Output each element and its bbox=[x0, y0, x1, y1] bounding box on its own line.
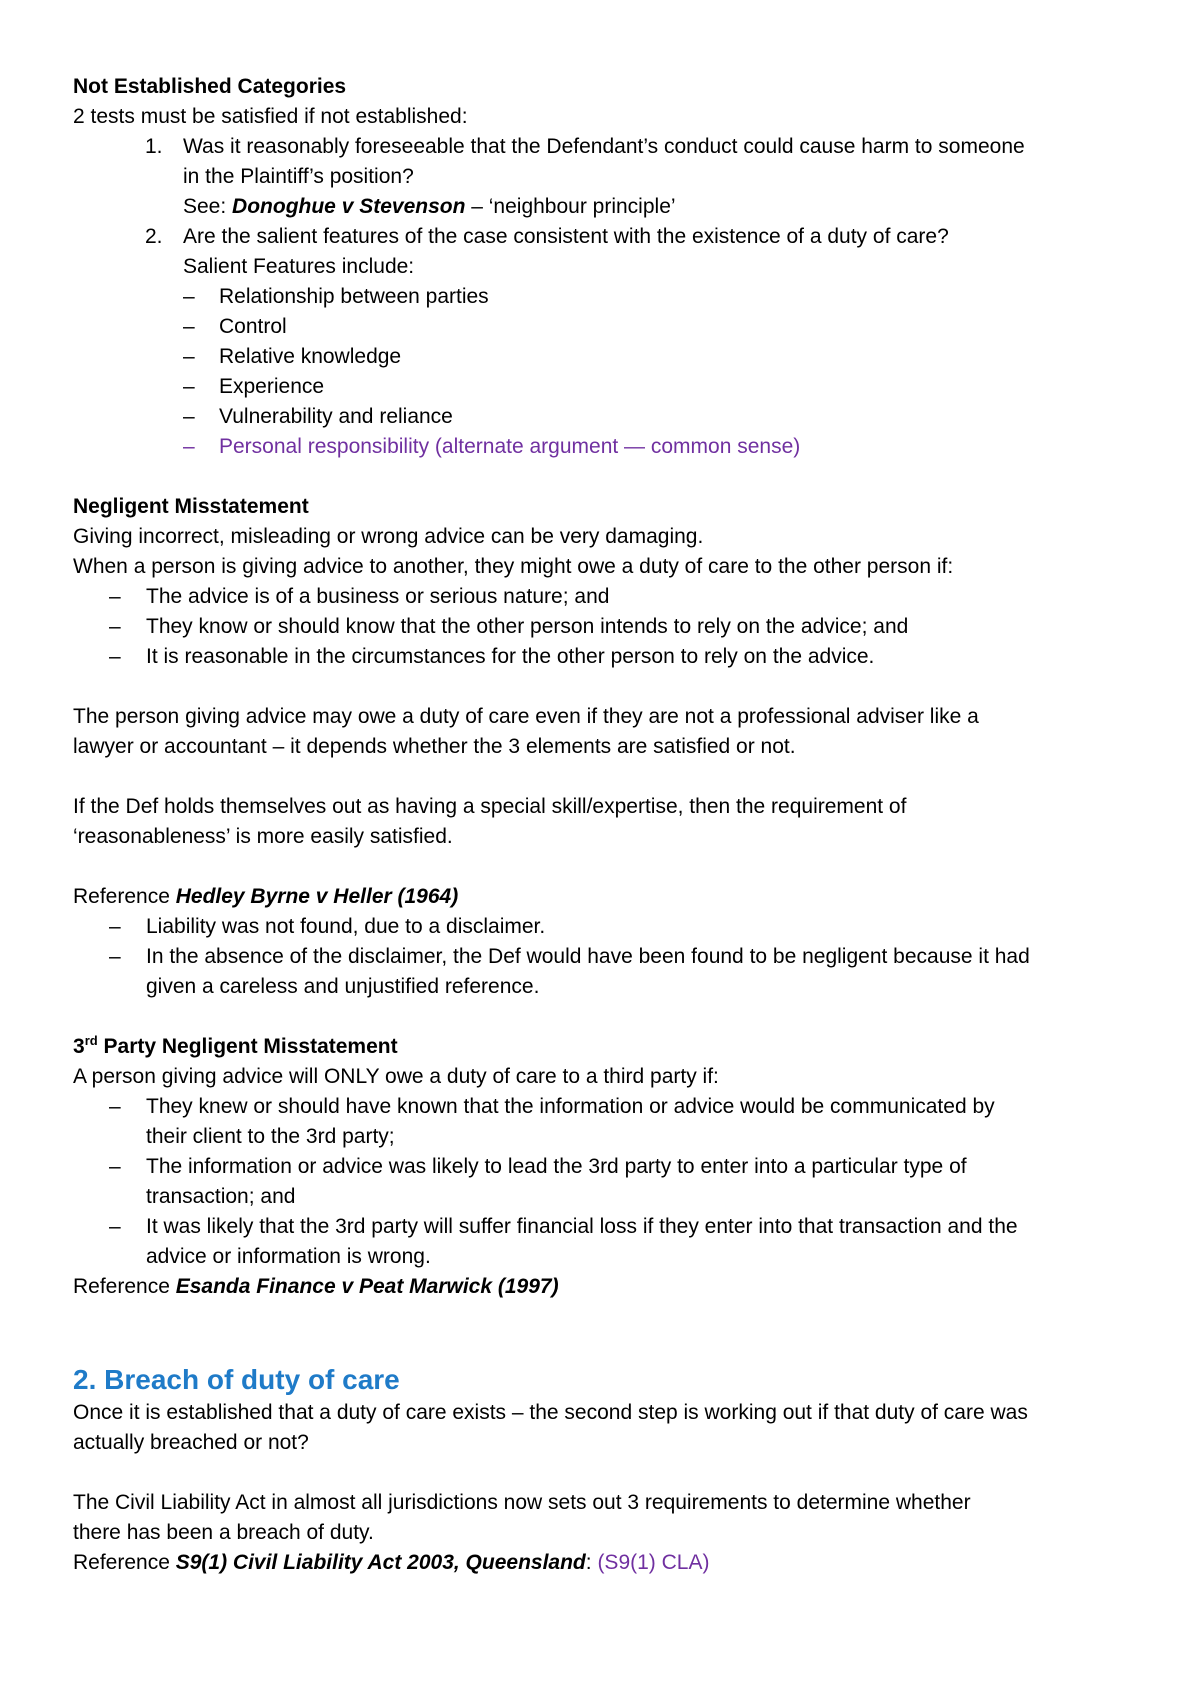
paragraph: ‘reasonableness’ is more easily satisfied. bbox=[73, 825, 453, 848]
reference-point bbox=[73, 912, 1143, 942]
dash-bullet: – bbox=[109, 1215, 121, 1238]
paragraph: lawyer or accountant – it depends whether the 3 elements are satisfied or not. bbox=[73, 735, 796, 758]
see-reference bbox=[73, 192, 1143, 222]
condition-text-cont: transaction; and bbox=[146, 1185, 296, 1208]
section-heading-not-established: Not Established Categories bbox=[73, 75, 347, 98]
condition-item bbox=[73, 612, 1143, 642]
case-name-donoghue: Donoghue v Stevenson bbox=[232, 195, 466, 218]
not-established-intro: 2 tests must be satisfied if not established: bbox=[73, 105, 468, 128]
test-text-cont: in the Plaintiff’s position? bbox=[183, 165, 414, 188]
paragraph: actually breached or not? bbox=[73, 1431, 309, 1454]
paragraph: The person giving advice may owe a duty of care even if they are not a professional adviser like a bbox=[73, 705, 979, 728]
feature-text: Experience bbox=[219, 375, 325, 398]
feature-item bbox=[73, 282, 1143, 312]
paragraph: If the Def holds themselves out as having a special skill/expertise, then the requirement of bbox=[73, 795, 907, 818]
paragraph: A person giving advice will ONLY owe a duty of care to a third party if: bbox=[73, 1065, 719, 1088]
case-reference-esanda bbox=[73, 1272, 1143, 1302]
condition-item bbox=[73, 642, 1143, 672]
reference-point bbox=[73, 942, 1143, 972]
section-heading-negligent-misstatement: Negligent Misstatement bbox=[73, 495, 309, 518]
reference-point-cont: given a careless and unjustified reference. bbox=[146, 975, 540, 998]
condition-text: It was likely that the 3rd party will suffer financial loss if they enter into that transaction and the bbox=[146, 1215, 1018, 1238]
section-heading-breach: 2. Breach of duty of care bbox=[73, 1364, 400, 1395]
feature-text: Relationship between parties bbox=[219, 285, 489, 308]
feature-item bbox=[73, 342, 1143, 372]
condition-text-cont: advice or information is wrong. bbox=[146, 1245, 431, 1268]
dash-bullet: – bbox=[183, 405, 195, 428]
condition-text-cont: their client to the 3rd party; bbox=[146, 1125, 395, 1148]
condition-text: They know or should know that the other person intends to rely on the advice; and bbox=[146, 615, 909, 638]
reference-colon: : bbox=[585, 1551, 598, 1574]
feature-text: Relative knowledge bbox=[219, 345, 402, 368]
test-number: 2. bbox=[145, 225, 163, 248]
dash-bullet: – bbox=[183, 315, 195, 338]
case-name-hedley: Hedley Byrne v Heller (1964) bbox=[175, 885, 459, 908]
dash-bullet: – bbox=[183, 285, 195, 308]
reference-point-text: In the absence of the disclaimer, the Def would have been found to be negligent because it had bbox=[146, 945, 1030, 968]
feature-item bbox=[73, 372, 1143, 402]
paragraph: When a person is giving advice to another, they might owe a duty of care to the other person if: bbox=[73, 555, 954, 578]
paragraph: Once it is established that a duty of care exists – the second step is working out if that duty of care was bbox=[73, 1401, 1028, 1424]
heading-rest: Party Negligent Misstatement bbox=[97, 1035, 398, 1058]
dash-bullet: – bbox=[109, 1095, 121, 1118]
statute-link[interactable]: (S9(1) CLA) bbox=[597, 1551, 710, 1574]
dash-bullet: – bbox=[109, 615, 121, 638]
statute-reference bbox=[73, 1548, 1143, 1578]
condition-text: It is reasonable in the circumstances for the other person to rely on the advice. bbox=[146, 645, 875, 668]
heading-number: 3 bbox=[73, 1035, 85, 1058]
condition-item bbox=[73, 1152, 1143, 1182]
dash-bullet: – bbox=[109, 645, 121, 668]
section-heading-third-party bbox=[73, 1032, 1143, 1062]
salient-features-label: Salient Features include: bbox=[183, 255, 415, 278]
dash-bullet: – bbox=[109, 945, 121, 968]
heading-superscript: rd bbox=[84, 1033, 98, 1048]
case-name-esanda: Esanda Finance v Peat Marwick (1997) bbox=[175, 1275, 559, 1298]
condition-text: They knew or should have known that the information or advice would be communicated by bbox=[146, 1095, 995, 1118]
feature-item-highlighted bbox=[73, 432, 1143, 462]
paragraph: Giving incorrect, misleading or wrong advice can be very damaging. bbox=[73, 525, 704, 548]
test-item-1 bbox=[73, 132, 1143, 162]
reference-prefix: Reference bbox=[73, 1275, 176, 1298]
test-text: Was it reasonably foreseeable that the Defendant’s conduct could cause harm to someone bbox=[183, 135, 1025, 158]
test-item-2 bbox=[73, 222, 1143, 252]
reference-prefix: Reference bbox=[73, 885, 176, 908]
condition-text: The information or advice was likely to lead the 3rd party to enter into a particular type of bbox=[146, 1155, 967, 1178]
dash-bullet: – bbox=[109, 1155, 121, 1178]
feature-item bbox=[73, 312, 1143, 342]
condition-item bbox=[73, 1092, 1143, 1122]
document-page bbox=[73, 72, 1143, 1578]
paragraph: there has been a breach of duty. bbox=[73, 1521, 374, 1544]
condition-item bbox=[73, 1212, 1143, 1242]
test-number: 1. bbox=[145, 135, 163, 158]
feature-text: Control bbox=[219, 315, 287, 338]
condition-item bbox=[73, 582, 1143, 612]
reference-prefix: Reference bbox=[73, 1551, 176, 1574]
paragraph: The Civil Liability Act in almost all jurisdictions now sets out 3 requirements to determine whether bbox=[73, 1491, 971, 1514]
dash-bullet: – bbox=[183, 345, 195, 368]
dash-bullet: – bbox=[109, 585, 121, 608]
condition-text: The advice is of a business or serious nature; and bbox=[146, 585, 610, 608]
feature-text: Personal responsibility (alternate argument — common sense) bbox=[219, 435, 801, 458]
dash-bullet: – bbox=[109, 915, 121, 938]
feature-text: Vulnerability and reliance bbox=[219, 405, 453, 428]
test-text: Are the salient features of the case consistent with the existence of a duty of care? bbox=[183, 225, 949, 248]
dash-bullet: – bbox=[183, 375, 195, 398]
see-prefix: See: bbox=[183, 195, 233, 218]
see-suffix: – ‘neighbour principle’ bbox=[465, 195, 676, 218]
case-reference-hedley bbox=[73, 882, 1143, 912]
dash-bullet: – bbox=[183, 435, 195, 458]
feature-item bbox=[73, 402, 1143, 432]
reference-point-text: Liability was not found, due to a disclaimer. bbox=[146, 915, 546, 938]
statute-name: S9(1) Civil Liability Act 2003, Queensland bbox=[175, 1551, 586, 1574]
